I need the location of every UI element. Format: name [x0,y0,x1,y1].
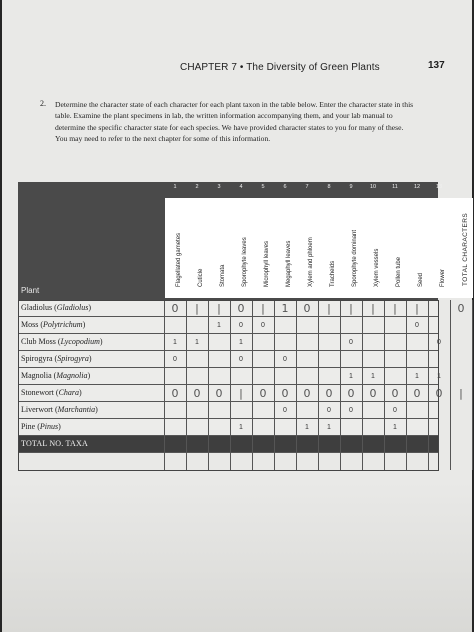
character-state-cell[interactable]: | [415,302,419,315]
character-state-cell[interactable]: 1 [371,373,375,380]
character-state-cell[interactable]: 0 [237,302,245,315]
character-state-cell[interactable]: 0 [369,387,377,400]
character-column-header [429,198,451,298]
plant-name: Spirogyra (Spirogyra) [21,354,92,363]
table-row [18,419,438,436]
grid-line [450,300,451,470]
plant-name: Liverwort (Marchantia) [21,405,98,414]
plant-name: Stonewort (Chara) [21,388,82,397]
column-header-text: Flower [440,268,446,287]
grid-line [274,300,275,470]
character-column-header [297,198,319,298]
question-number: 2. [40,99,46,108]
table-row [18,402,438,419]
character-state-cell[interactable]: 0 [393,407,397,414]
character-state-cell[interactable]: 0 [239,356,243,363]
character-state-cell[interactable]: 1 [217,322,221,329]
column-number: 4 [239,184,243,190]
plant-name: Club Moss (Lycopodium) [21,337,103,346]
character-state-cell[interactable]: 0 [415,322,419,329]
character-state-cell[interactable]: 0 [325,387,333,400]
table-row [18,300,465,317]
character-state-cell[interactable]: 0 [281,387,289,400]
page-number: 137 [428,60,445,71]
grid-line [208,300,209,470]
grid-line [252,300,253,470]
plant-name: Pine (Pinus) [21,422,61,431]
column-header-text: Pollen tube [396,256,402,287]
character-column-header [407,198,429,298]
character-state-cell[interactable]: 0 [259,387,267,400]
column-header-text: Sporophyte dominant [352,229,358,287]
column-header-text: Xylem vessels [374,248,380,287]
column-number: 5 [261,184,265,190]
character-state-cell[interactable]: 0 [349,339,353,346]
plant-name: Moss (Polytrichum) [21,320,86,329]
column-number: 6 [283,184,287,190]
column-header-text: Sporophyte leaves [242,237,248,287]
character-state-cell[interactable]: 0 [349,407,353,414]
character-column-header [231,198,253,298]
total-characters-cell[interactable] [448,334,474,351]
total-characters-header [451,198,473,298]
page-shadow [2,482,472,632]
grid-line [318,300,319,470]
grid-line [362,300,363,470]
character-state-cell[interactable]: 1 [415,373,419,380]
character-column-header [385,198,407,298]
character-state-cell[interactable]: 0 [283,356,287,363]
column-number: 1 [173,184,177,190]
total-taxa-row [18,436,438,453]
character-state-cell[interactable]: 0 [193,387,201,400]
grid-line [340,300,341,470]
character-state-cell[interactable]: 1 [195,339,199,346]
column-number: 12 [413,184,421,190]
character-state-cell[interactable]: | [195,302,199,315]
character-state-table [18,182,469,470]
character-column-header [275,198,297,298]
grid-line [230,300,231,470]
grid-line [428,300,429,470]
grid-line [164,300,165,470]
character-state-cell[interactable]: 0 [283,407,287,414]
character-state-cell[interactable]: | [239,387,243,400]
character-state-cell[interactable]: 0 [435,387,443,400]
column-header-text: TOTAL CHARACTERS [462,212,469,286]
character-state-cell[interactable]: 1 [305,424,309,431]
character-state-cell[interactable]: | [393,302,397,315]
character-state-cell[interactable]: 1 [327,424,331,431]
total-characters-cell[interactable]: | [459,387,463,400]
textbook-page [2,0,472,632]
table-row [18,334,441,351]
plant-column-label: Plant [21,286,40,295]
character-state-cell[interactable]: 1 [393,424,397,431]
grid-line [384,300,385,470]
plant-name: Magnolia (Magnolia) [21,371,91,380]
column-number: 8 [327,184,331,190]
character-column-header [187,198,209,298]
character-column-header [253,198,275,298]
grid-line [186,300,187,470]
grid-line [406,300,407,470]
character-state-cell[interactable]: 0 [391,387,399,400]
character-state-cell[interactable]: | [349,302,353,315]
chapter-header: CHAPTER 7 • The Diversity of Green Plants [180,62,380,73]
character-state-cell[interactable]: | [261,302,265,315]
total-taxa-label: TOTAL NO. TAXA [21,439,88,448]
column-header-text: Flagellated gametes [176,232,182,287]
column-number: 2 [195,184,199,190]
total-characters-cell[interactable] [448,419,474,436]
column-header-text: Megaphyll leaves [286,240,292,287]
grid-line [472,300,473,470]
total-characters-cell[interactable] [448,368,474,385]
plant-name: Gladiolus (Gladiolus) [21,303,92,312]
character-state-cell[interactable]: 0 [327,407,331,414]
total-characters-cell[interactable] [448,351,474,368]
character-state-cell[interactable]: 0 [437,339,441,346]
table-row [18,317,438,334]
character-state-cell[interactable]: 0 [413,387,421,400]
column-number: 7 [305,184,309,190]
character-state-cell[interactable]: 0 [215,387,223,400]
column-header-text: Tracheids [330,260,336,287]
character-state-cell[interactable]: 0 [303,387,311,400]
total-characters-cell[interactable]: 0 [457,302,465,315]
character-column-header [341,198,363,298]
character-state-cell[interactable]: | [217,302,221,315]
character-state-cell[interactable]: 0 [261,322,265,329]
character-state-cell[interactable]: 1 [281,302,289,315]
grid-line [296,300,297,470]
character-state-cell[interactable]: | [327,302,331,315]
column-number: 11 [392,184,398,190]
column-number: 13 [435,184,443,190]
character-column-header [319,198,341,298]
character-column-header [165,198,187,298]
character-state-cell[interactable]: 1 [239,339,243,346]
table-row [18,385,463,402]
character-state-cell[interactable]: 1 [349,373,353,380]
character-state-cell[interactable]: 0 [239,322,243,329]
table-row [18,351,438,368]
column-number: 3 [217,184,221,190]
character-state-cell[interactable]: 0 [303,302,311,315]
character-state-cell[interactable]: 1 [239,424,243,431]
column-header-text: Cuticle [198,268,204,287]
character-state-cell[interactable]: 0 [171,387,179,400]
character-state-cell[interactable]: 1 [437,373,441,380]
column-number: 9 [349,184,353,190]
column-number: 10 [369,184,377,190]
column-header-text: Microphyll leaves [264,240,270,287]
column-header-text: Seed [418,272,424,287]
total-characters-cell[interactable] [448,317,474,334]
total-characters-cell[interactable] [448,402,474,419]
character-state-cell[interactable]: | [371,302,375,315]
column-header-text: Xylem and phloem [308,237,314,287]
character-state-cell[interactable]: 0 [171,302,179,315]
character-column-header [363,198,385,298]
character-column-header [209,198,231,298]
character-state-cell[interactable]: 1 [173,339,177,346]
column-header-text: Stomata [220,264,226,287]
character-state-cell[interactable]: 0 [347,387,355,400]
question-text: Determine the character state of each character for each plant taxon in the table below. Enter the character state in this table. Examine the plant specimens in lab, the written information accompanying them, and your lab manual to determine the specific character state for each species. We have provided character states to you for many of these. You may need to refer to the next chapter for some of this information. [55,100,414,144]
character-state-cell[interactable]: 0 [173,356,177,363]
table-row [18,368,441,385]
